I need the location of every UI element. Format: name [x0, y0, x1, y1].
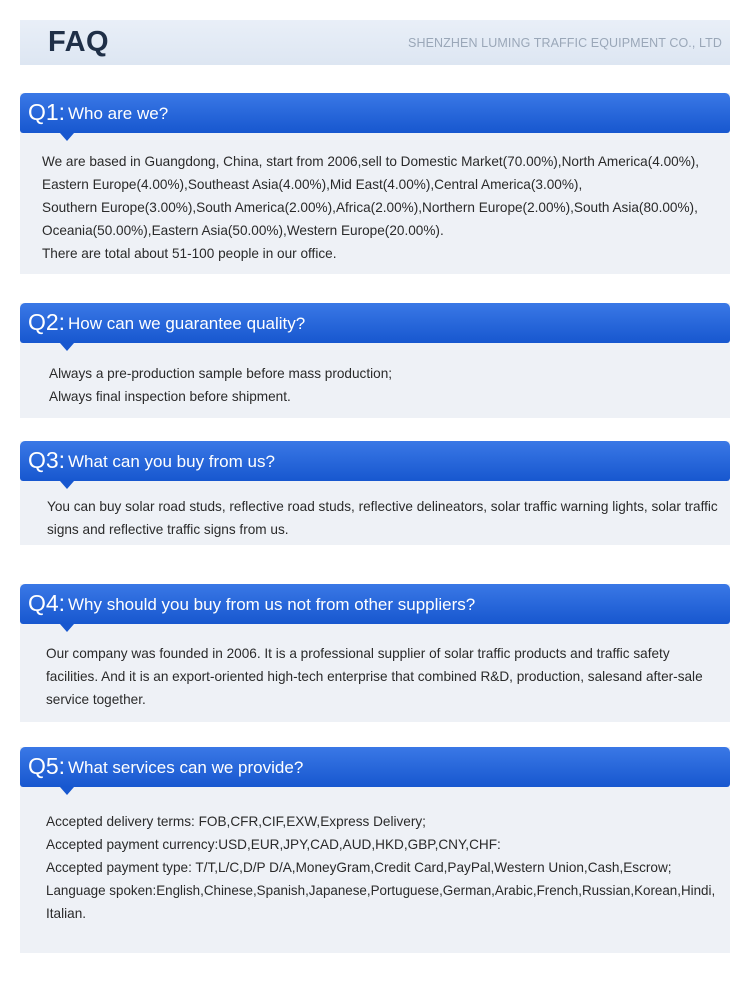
- answer-line: Italian.: [46, 906, 87, 921]
- question-bar: [20, 93, 730, 133]
- pointer-arrow-icon: [60, 787, 74, 795]
- faq-item-1: [20, 93, 730, 274]
- answer-text: [42, 150, 722, 265]
- faq-item-3: [20, 441, 730, 545]
- answer-line: We are based in Guangdong, China, start from 2006,sell to Domestic Market(70.00%),North America(4.00%),: [42, 154, 700, 169]
- answer-line: service together.: [46, 692, 146, 707]
- answer-line: Accepted delivery terms: FOB,CFR,CIF,EXW,Express Delivery;: [46, 814, 426, 829]
- company-name: SHENZHEN LUMING TRAFFIC EQUIPMENT CO., LTD: [408, 36, 722, 50]
- pointer-arrow-icon: [60, 343, 74, 351]
- answer-line: Always final inspection before shipment.: [49, 389, 291, 404]
- answer-line: You can buy solar road studs, reflective road studs, reflective delineators, solar traffic warning lights, solar traffic: [47, 499, 718, 514]
- question-number: Q3:: [28, 447, 66, 473]
- question-number: Q1:: [28, 99, 66, 125]
- answer-text: [49, 362, 722, 408]
- answer-text: [47, 495, 722, 541]
- faq-item-2: [20, 303, 730, 418]
- pointer-arrow-icon: [60, 133, 74, 141]
- faq-item-4: [20, 584, 730, 722]
- question-bar: [20, 584, 730, 624]
- question-text: Why should you buy from us not from other suppliers?: [68, 595, 476, 614]
- question-text: What can you buy from us?: [68, 452, 275, 471]
- question-text: How can we guarantee quality?: [68, 314, 306, 333]
- answer-line: Eastern Europe(4.00%),Southeast Asia(4.00%),Mid East(4.00%),Central America(3.00%),: [42, 177, 583, 192]
- pointer-arrow-icon: [60, 481, 74, 489]
- question-number: Q5:: [28, 753, 66, 779]
- pointer-arrow-icon: [60, 624, 74, 632]
- page-header: [20, 20, 730, 65]
- question-number: Q4:: [28, 590, 66, 616]
- answer-line: facilities. And it is an export-oriented high-tech enterprise that combined R&D, production, salesand after-sale: [46, 669, 703, 684]
- answer-line: Oceania(50.00%),Eastern Asia(50.00%),Western Europe(20.00%).: [42, 223, 444, 238]
- question-text: Who are we?: [68, 104, 169, 123]
- page-title: FAQ: [48, 26, 110, 58]
- answer-text: [46, 810, 722, 925]
- answer-line: Accepted payment currency:USD,EUR,JPY,CAD,AUD,HKD,GBP,CNY,CHF:: [46, 837, 501, 852]
- question-bar: [20, 747, 730, 787]
- question-text: What services can we provide?: [68, 758, 304, 777]
- answer-line: Language spoken:English,Chinese,Spanish,Japanese,Portuguese,German,Arabic,French,Russian,Korean,Hindi,: [46, 883, 716, 898]
- answer-text: [46, 642, 722, 711]
- answer-line: Accepted payment type: T/T,L/C,D/P D/A,MoneyGram,Credit Card,PayPal,Western Union,Cash,Escrow;: [46, 860, 672, 875]
- answer-line: There are total about 51-100 people in our office.: [42, 246, 337, 261]
- answer-line: signs and reflective traffic signs from us.: [47, 522, 289, 537]
- answer-line: Always a pre-production sample before mass production;: [49, 366, 393, 381]
- question-bar: [20, 303, 730, 343]
- answer-line: Southern Europe(3.00%),South America(2.00%),Africa(2.00%),Northern Europe(2.00%),South Asia(80.00%),: [42, 200, 698, 215]
- answer-line: Our company was founded in 2006. It is a professional supplier of solar traffic products and traffic safety: [46, 646, 670, 661]
- question-number: Q2:: [28, 309, 66, 335]
- question-bar: [20, 441, 730, 481]
- faq-item-5: [20, 747, 730, 953]
